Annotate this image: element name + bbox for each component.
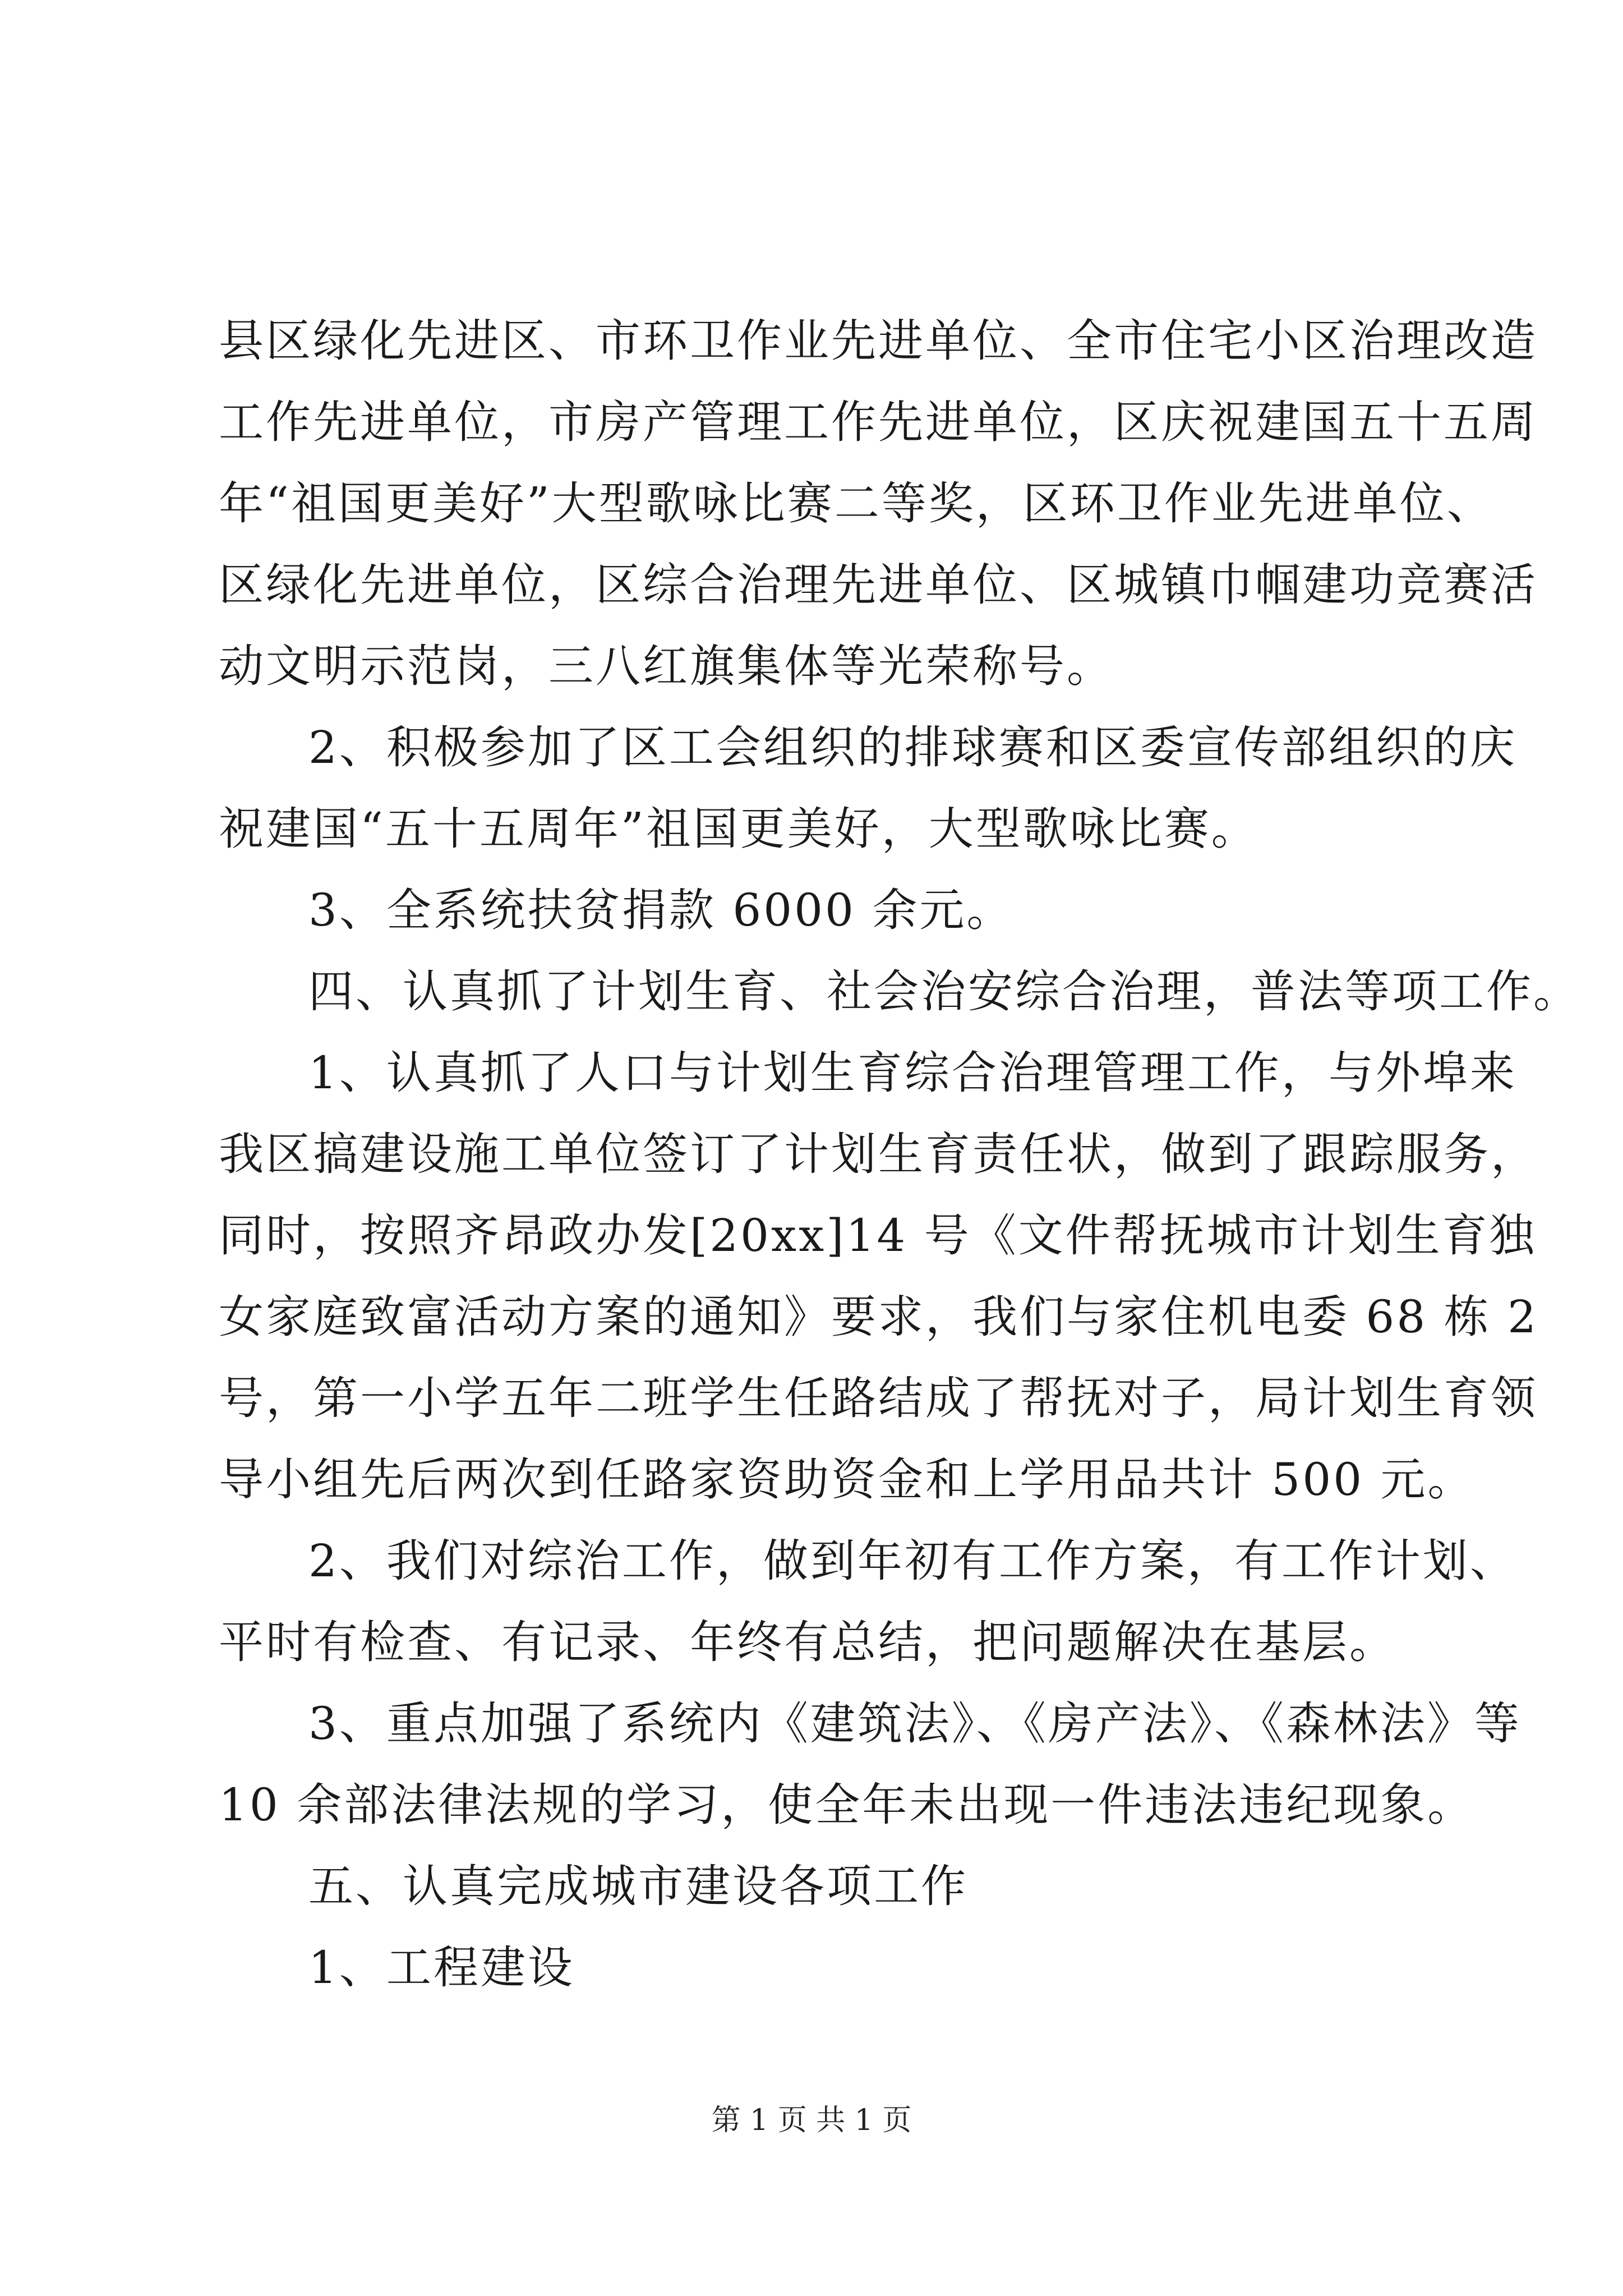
text-line: 区绿化先进单位，区综合治理先进单位、区城镇巾帼建功竞赛活 — [219, 559, 1538, 611]
text-line: 10 余部法律法规的学习，使全年未出现一件违法违纪现象。 — [219, 1779, 1475, 1831]
text-line: 年“祖国更美好”大型歌咏比赛二等奖，区环卫作业先进单位、 — [219, 477, 1494, 530]
text-line: 女家庭致富活动方案的通知》要求，我们与家住机电委 68 栋 2 — [219, 1291, 1538, 1343]
text-line: 1、工程建设 — [308, 1941, 575, 1994]
text-line: 3、全系统扶贫捐款 6000 余元。 — [308, 884, 1014, 936]
text-line: 祝建国“五十五周年”祖国更美好，大型歌咏比赛。 — [219, 803, 1258, 855]
text-line: 平时有检查、有记录、年终有总结，把问题解决在基层。 — [219, 1616, 1396, 1668]
page-footer: 第 1 页 共 1 页 — [711, 2104, 912, 2137]
text-line: 1、认真抓了人口与计划生育综合治理管理工作，与外埠来 — [308, 1047, 1517, 1099]
text-line: 2、积极参加了区工会组织的排球赛和区委宣传部组织的庆 — [308, 721, 1517, 774]
text-line: 3、重点加强了系统内《建筑法》、《房产法》、《森林法》等 — [308, 1697, 1521, 1750]
text-line: 四、认真抓了计划生育、社会治安综合治理，普法等项工作。 — [308, 965, 1580, 1018]
text-line: 我区搞建设施工单位签订了计划生育责任状，做到了跟踪服务， — [219, 1128, 1538, 1180]
text-line: 号，第一小学五年二班学生任路结成了帮抚对子，局计划生育领 — [219, 1372, 1538, 1424]
text-line: 工作先进单位，市房产管理工作先进单位，区庆祝建国五十五周 — [219, 396, 1538, 448]
text-line: 动文明示范岗，三八红旗集体等光荣称号。 — [219, 640, 1114, 692]
text-line: 五、认真完成城市建设各项工作 — [308, 1860, 968, 1912]
text-line: 2、我们对综治工作，做到年初有工作方案，有工作计划、 — [308, 1535, 1517, 1587]
text-line: 同时，按照齐昂政办发[20xx]14 号《文件帮抚城市计划生育独 — [219, 1209, 1537, 1262]
text-line: 县区绿化先进区、市环卫作业先进单位、全市住宅小区治理改造 — [219, 315, 1538, 367]
document-body — [219, 300, 1580, 2008]
text-line: 导小组先后两次到任路家资助资金和上学用品共计 500 元。 — [219, 1453, 1475, 1506]
